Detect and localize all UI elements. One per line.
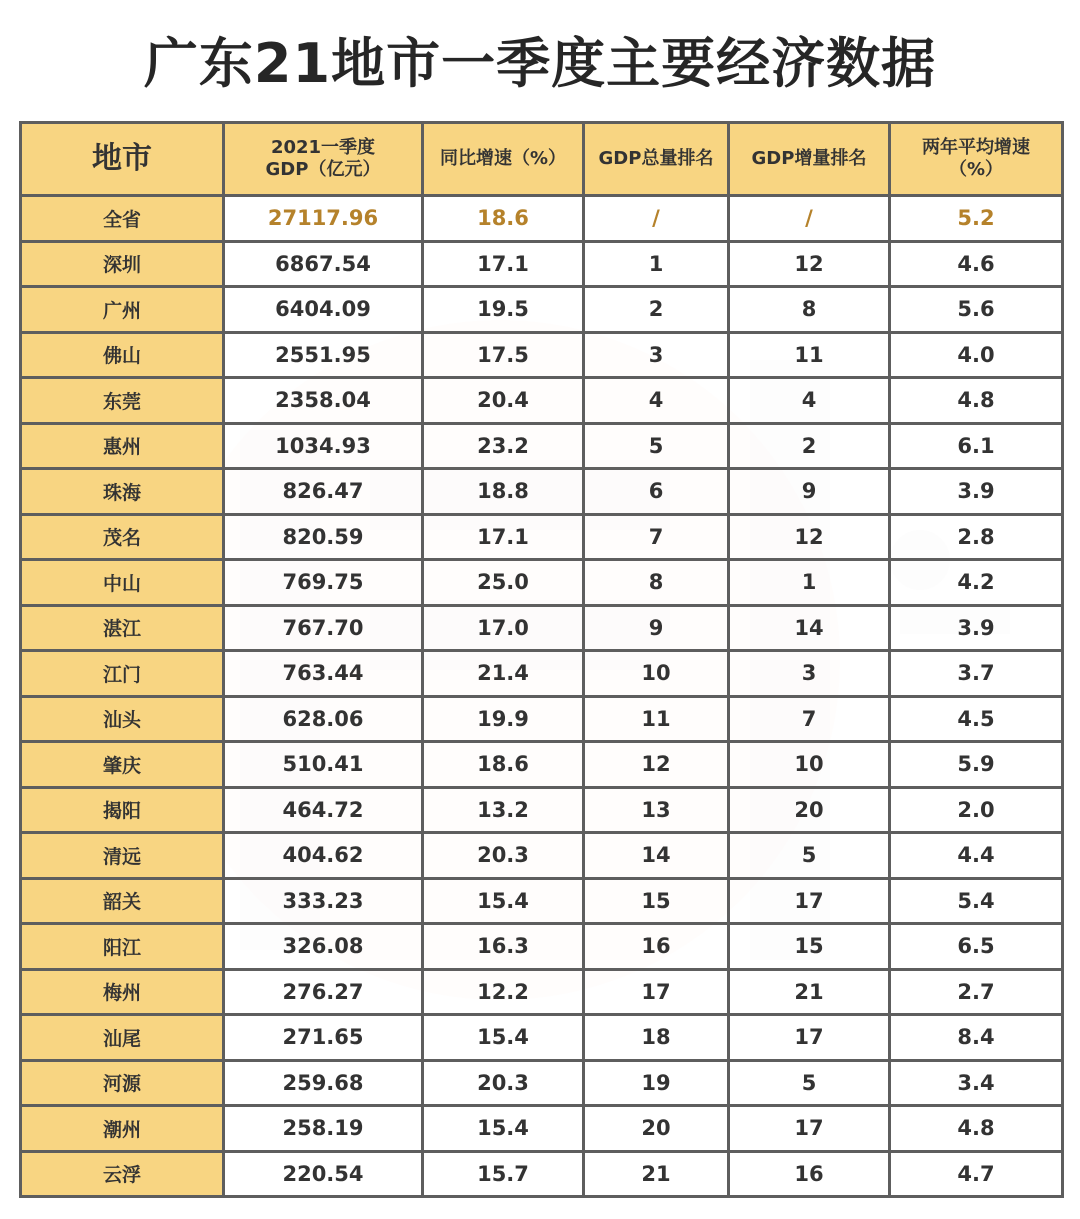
table-row [21,742,1063,788]
city-cell: 河源 [21,1060,224,1106]
value-cell-1: 6404.09 [224,287,423,333]
table-row [21,241,1063,287]
value-cell-2: 17.1 [423,514,584,560]
city-cell: 东莞 [21,378,224,424]
city-cell: 揭阳 [21,787,224,833]
table-row [21,651,1063,697]
value-cell-3: 15 [584,878,729,924]
city-cell: 佛山 [21,332,224,378]
value-cell-3: 1 [584,241,729,287]
value-cell-2: 13.2 [423,787,584,833]
value-cell-5: 5.6 [890,287,1063,333]
column-header-line: 两年平均增速 [922,137,1030,158]
table-row [21,287,1063,333]
value-cell-4: 14 [729,605,890,651]
value-cell-5: 4.0 [890,332,1063,378]
column-header-line: GDP增量排名 [751,148,867,169]
city-cell: 阳江 [21,924,224,970]
value-cell-5: 2.8 [890,514,1063,560]
value-cell-5: 6.1 [890,423,1063,469]
city-cell: 珠海 [21,469,224,515]
value-cell-4: 21 [729,969,890,1015]
value-cell-1: 826.47 [224,469,423,515]
column-header-5 [890,123,1063,196]
column-header-1 [224,123,423,196]
value-cell-4: 4 [729,378,890,424]
city-cell: 惠州 [21,423,224,469]
value-cell-1: 769.75 [224,560,423,606]
city-cell: 湛江 [21,605,224,651]
table-row [21,878,1063,924]
value-cell-5: 4.4 [890,833,1063,879]
value-cell-2: 16.3 [423,924,584,970]
value-cell-5: 5.9 [890,742,1063,788]
value-cell-2: 17.1 [423,241,584,287]
column-header-0 [21,123,224,196]
value-cell-3: 3 [584,332,729,378]
table-row [21,332,1063,378]
column-header-line: 2021一季度 [270,137,376,158]
value-cell-4: 17 [729,878,890,924]
column-header-4 [729,123,890,196]
value-cell-4: 5 [729,1060,890,1106]
value-cell-1: 404.62 [224,833,423,879]
value-cell-3: 5 [584,423,729,469]
value-cell-3: 21 [584,1151,729,1197]
value-cell-4: 9 [729,469,890,515]
value-cell-4: 12 [729,241,890,287]
value-cell-3: 20 [584,1106,729,1152]
table-body [21,196,1063,1197]
value-cell-5: 4.2 [890,560,1063,606]
value-cell-1: 220.54 [224,1151,423,1197]
column-header-3 [584,123,729,196]
value-cell-1: 464.72 [224,787,423,833]
value-cell-3: 2 [584,287,729,333]
column-header-line: 地市 [92,141,152,176]
value-cell-3: 18 [584,1015,729,1061]
value-cell-2: 20.3 [423,1060,584,1106]
city-cell: 韶关 [21,878,224,924]
value-cell-1: 628.06 [224,696,423,742]
value-cell-4: 17 [729,1015,890,1061]
value-cell-3: 7 [584,514,729,560]
value-cell-3: 10 [584,651,729,697]
value-cell-3: 12 [584,742,729,788]
table-header-row [21,123,1063,196]
value-cell-5: 5.2 [890,196,1063,242]
value-cell-2: 15.4 [423,878,584,924]
value-cell-4: 5 [729,833,890,879]
value-cell-2: 15.7 [423,1151,584,1197]
value-cell-2: 12.2 [423,969,584,1015]
value-cell-5: 2.7 [890,969,1063,1015]
table-row [21,696,1063,742]
value-cell-3: 6 [584,469,729,515]
value-cell-2: 20.3 [423,833,584,879]
value-cell-2: 15.4 [423,1015,584,1061]
value-cell-1: 259.68 [224,1060,423,1106]
value-cell-3: 9 [584,605,729,651]
city-cell: 云浮 [21,1151,224,1197]
value-cell-4: / [729,196,890,242]
value-cell-5: 8.4 [890,1015,1063,1061]
value-cell-1: 6867.54 [224,241,423,287]
value-cell-2: 19.9 [423,696,584,742]
value-cell-2: 17.0 [423,605,584,651]
city-cell: 汕尾 [21,1015,224,1061]
value-cell-2: 18.6 [423,196,584,242]
value-cell-4: 7 [729,696,890,742]
city-cell: 茂名 [21,514,224,560]
value-cell-1: 2551.95 [224,332,423,378]
city-cell: 江门 [21,651,224,697]
value-cell-1: 271.65 [224,1015,423,1061]
table-row [21,560,1063,606]
value-cell-5: 4.8 [890,378,1063,424]
value-cell-1: 1034.93 [224,423,423,469]
city-cell: 肇庆 [21,742,224,788]
value-cell-3: 8 [584,560,729,606]
total-row [21,196,1063,242]
value-cell-5: 3.9 [890,469,1063,515]
value-cell-1: 510.41 [224,742,423,788]
value-cell-4: 10 [729,742,890,788]
table-row [21,833,1063,879]
value-cell-4: 11 [729,332,890,378]
value-cell-3: 14 [584,833,729,879]
value-cell-1: 276.27 [224,969,423,1015]
value-cell-4: 8 [729,287,890,333]
column-header-line: （%） [948,159,1004,180]
value-cell-4: 17 [729,1106,890,1152]
value-cell-5: 4.5 [890,696,1063,742]
value-cell-5: 2.0 [890,787,1063,833]
value-cell-1: 763.44 [224,651,423,697]
value-cell-2: 15.4 [423,1106,584,1152]
table-row [21,1060,1063,1106]
table-row [21,1015,1063,1061]
value-cell-3: 13 [584,787,729,833]
value-cell-5: 4.7 [890,1151,1063,1197]
value-cell-3: 16 [584,924,729,970]
value-cell-3: / [584,196,729,242]
value-cell-2: 19.5 [423,287,584,333]
table-row [21,423,1063,469]
table-row [21,514,1063,560]
city-cell: 潮州 [21,1106,224,1152]
city-cell: 深圳 [21,241,224,287]
value-cell-1: 258.19 [224,1106,423,1152]
value-cell-2: 17.5 [423,332,584,378]
value-cell-2: 25.0 [423,560,584,606]
page-title: 广东21地市一季度主要经济数据 [143,32,937,95]
table-row [21,378,1063,424]
value-cell-1: 767.70 [224,605,423,651]
value-cell-4: 2 [729,423,890,469]
city-cell: 汕头 [21,696,224,742]
value-cell-2: 20.4 [423,378,584,424]
value-cell-4: 12 [729,514,890,560]
value-cell-2: 23.2 [423,423,584,469]
value-cell-2: 18.6 [423,742,584,788]
value-cell-4: 20 [729,787,890,833]
column-header-line: 同比增速（%） [439,148,567,169]
city-cell: 广州 [21,287,224,333]
value-cell-3: 11 [584,696,729,742]
table-row [21,605,1063,651]
value-cell-5: 4.8 [890,1106,1063,1152]
city-cell: 中山 [21,560,224,606]
value-cell-5: 4.6 [890,241,1063,287]
value-cell-5: 5.4 [890,878,1063,924]
value-cell-4: 3 [729,651,890,697]
value-cell-1: 820.59 [224,514,423,560]
value-cell-5: 3.7 [890,651,1063,697]
gdp-data-table [19,121,1064,1198]
value-cell-4: 15 [729,924,890,970]
value-cell-1: 333.23 [224,878,423,924]
value-cell-4: 16 [729,1151,890,1197]
value-cell-1: 326.08 [224,924,423,970]
city-cell: 清远 [21,833,224,879]
value-cell-4: 1 [729,560,890,606]
value-cell-2: 21.4 [423,651,584,697]
column-header-2 [423,123,584,196]
table-row [21,787,1063,833]
city-cell: 全省 [21,196,224,242]
value-cell-5: 3.4 [890,1060,1063,1106]
value-cell-1: 2358.04 [224,378,423,424]
value-cell-1: 27117.96 [224,196,423,242]
city-cell: 梅州 [21,969,224,1015]
column-header-line: GDP总量排名 [598,148,714,169]
value-cell-3: 19 [584,1060,729,1106]
table-row [21,969,1063,1015]
table-row [21,469,1063,515]
value-cell-3: 17 [584,969,729,1015]
table-row [21,1151,1063,1197]
table-row [21,1106,1063,1152]
table-row [21,924,1063,970]
value-cell-2: 18.8 [423,469,584,515]
value-cell-5: 3.9 [890,605,1063,651]
value-cell-3: 4 [584,378,729,424]
value-cell-5: 6.5 [890,924,1063,970]
column-header-line: GDP（亿元） [265,159,381,180]
